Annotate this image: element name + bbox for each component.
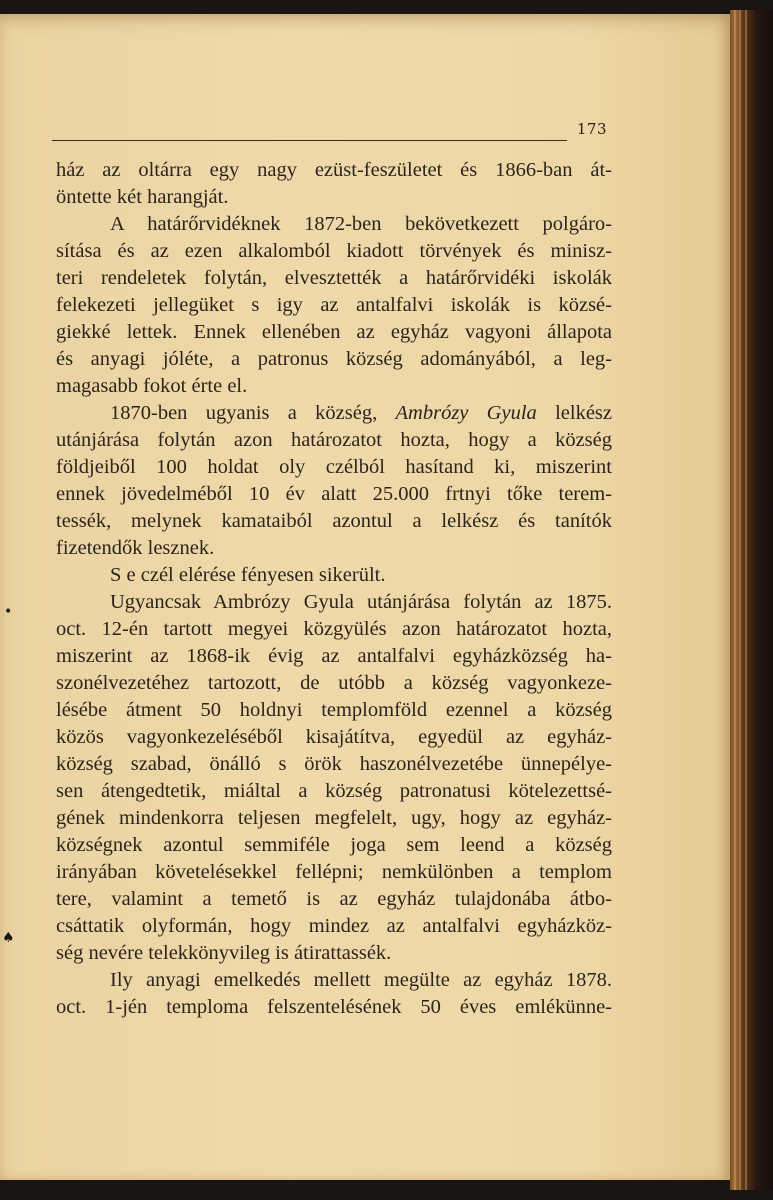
text-line: községnek azontul semmiféle joga sem leend a község bbox=[56, 834, 612, 856]
text-line: fizetendők lesznek. bbox=[56, 537, 215, 559]
text-line: közös vagyonkezeléséből kisajátítva, egyedül az egyház- bbox=[56, 726, 612, 748]
text-line: A határőrvidéknek 1872-ben bekövetkezett polgáro- bbox=[110, 213, 612, 235]
text-line: sítása és az ezen alkalomból kiadott törvények és minisz- bbox=[56, 240, 612, 262]
text-line: tere, valamint a temető is az egyház tulajdonába átbo- bbox=[56, 888, 612, 910]
header-rule bbox=[52, 140, 567, 141]
text-fragment: lelkész bbox=[555, 402, 613, 424]
text-line: utánjárása folytán azon határozatot hozta, hogy a község bbox=[56, 429, 612, 451]
page-number: 173 bbox=[576, 120, 607, 138]
body-text bbox=[56, 157, 612, 1021]
page-header bbox=[52, 120, 607, 140]
book-edge bbox=[730, 10, 773, 1190]
text-line: földjeiből 100 holdat oly czélból hasítand ki, miszerint bbox=[56, 456, 612, 478]
text-line: giekké lettek. Ennek ellenében az egyház vagyoni állapota bbox=[56, 321, 612, 343]
text-line: sen átengedtetik, miáltal a község patronatusi kötelezettsé- bbox=[56, 780, 612, 802]
text-line: S e czél elérése fényesen sikerült. bbox=[110, 564, 386, 586]
text-line: teri rendeletek folytán, elvesztették a határőrvidéki iskolák bbox=[56, 267, 612, 289]
text-line: oct. 1-jén temploma felszentelésének 50 éves emlékünne- bbox=[56, 996, 612, 1018]
text-line: Ily anyagi emelkedés mellett megülte az egyház 1878. bbox=[110, 969, 612, 991]
text-fragment: 1870-ben ugyanis a község, bbox=[110, 402, 378, 424]
text-line: község szabad, önálló s örök haszonélvezetébe ünnepélye- bbox=[56, 753, 612, 775]
text-line: ház az oltárra egy nagy ezüst-feszületet és 1866-ban át- bbox=[56, 159, 612, 181]
text-line: ség nevére telekkönyvileg is átirattassék. bbox=[56, 942, 392, 964]
text-line: irányában követelésekkel fellépni; nemkülönben a templom bbox=[56, 861, 612, 883]
margin-pen-mark: ♠ bbox=[2, 930, 15, 946]
text-line: gének mindenkorra teljesen megfelelt, ugy, hogy az egyház- bbox=[56, 807, 612, 829]
text-line bbox=[56, 400, 612, 427]
margin-dot-mark: • bbox=[4, 604, 13, 620]
text-line: szonélvezetéhez tartozott, de utóbb a község vagyonkeze- bbox=[56, 672, 612, 694]
text-line: tessék, melynek kamataiból azontul a lelkész és tanítók bbox=[56, 510, 612, 532]
text-line: oct. 12-én tartott megyei közgyülés azon határozatot hozta, bbox=[56, 618, 612, 640]
text-line: magasabb fokot érte el. bbox=[56, 375, 248, 397]
text-line: öntette két harangját. bbox=[56, 186, 229, 208]
text-line: csáttatik olyformán, hogy mindez az antalfalvi egyházköz- bbox=[56, 915, 612, 937]
text-line: felekezeti jellegüket s igy az antalfalvi iskolák is közsé- bbox=[56, 294, 612, 316]
text-line: Ugyancsak Ambrózy Gyula utánjárása folytán az 1875. bbox=[110, 591, 612, 613]
text-line: ennek jövedelméből 10 év alatt 25.000 frtnyi tőke terem- bbox=[56, 483, 612, 505]
text-line: miszerint az 1868-ik évig az antalfalvi egyházközség ha- bbox=[56, 645, 612, 667]
text-line: lésébe átment 50 holdnyi templomföld ezennel a község bbox=[56, 699, 612, 721]
text-line: és anyagi jóléte, a patronus község adományából, a leg- bbox=[56, 348, 612, 370]
italic-name: Ambrózy Gyula bbox=[395, 402, 537, 424]
